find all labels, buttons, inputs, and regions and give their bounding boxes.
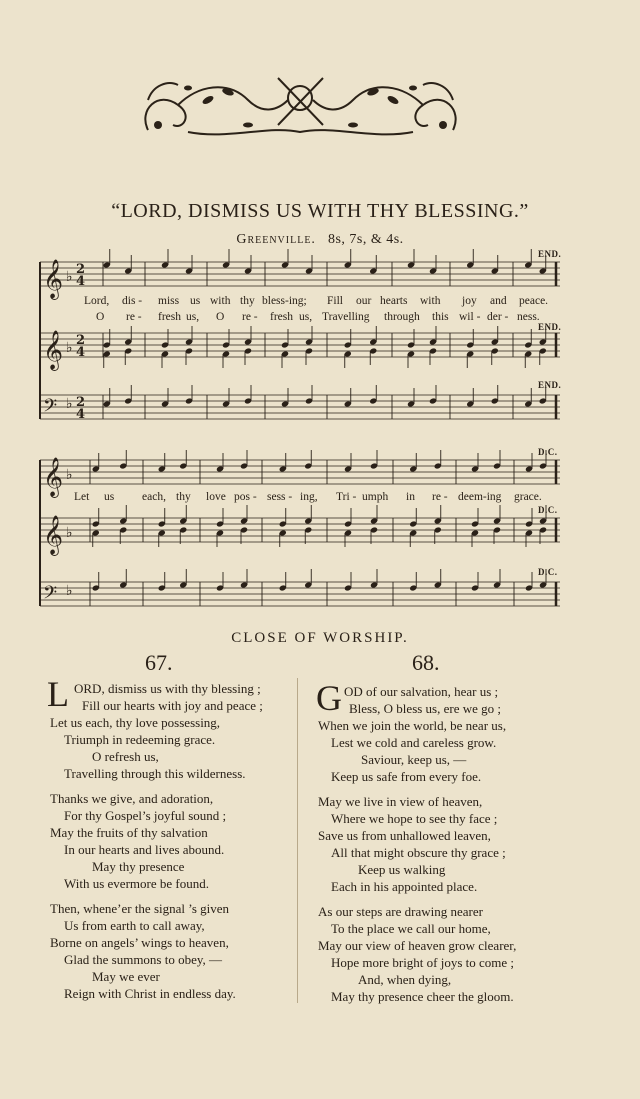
- time-signature-top: 2: [76, 262, 86, 277]
- lyric-word: joy: [462, 295, 477, 307]
- time-signature-top: 2: [76, 333, 86, 348]
- lyric-word: with: [420, 295, 441, 307]
- hymn-line: Us from earth to call away,: [64, 918, 205, 933]
- hymn-line: Let us each, thy love possessing,: [50, 715, 221, 730]
- lyric-word: miss: [158, 295, 180, 307]
- end-mark-alto: END.: [538, 322, 562, 332]
- lyric-word: re -: [126, 311, 142, 323]
- hymn-line: When we join the world, be near us,: [318, 718, 507, 733]
- hymn-line: May we live in view of heaven,: [318, 794, 483, 809]
- lyric-word: deem-ing: [458, 491, 502, 503]
- flat-icon: ♭: [66, 396, 73, 412]
- lyric-word: in: [406, 491, 415, 503]
- drop-cap: L: [47, 674, 69, 714]
- hymn-line: All that might obscure thy grace ;: [331, 845, 506, 860]
- lyric-word: O: [96, 311, 105, 323]
- lyric-word: wil -: [459, 311, 481, 323]
- lyric-word: Travelling: [322, 311, 370, 323]
- time-signature-bottom: 4: [76, 345, 86, 360]
- end-mark-treble: END.: [538, 249, 562, 259]
- flat-icon: ♭: [66, 340, 73, 356]
- bass-clef-icon: 𝄢: [43, 583, 58, 608]
- hymn-line: May we ever: [92, 969, 160, 984]
- hymn-line: Lest we cold and careless grow.: [331, 735, 497, 750]
- treble-clef-icon: 𝄞: [43, 515, 64, 555]
- lyric-word: bless-ing;: [262, 295, 307, 307]
- hymn-line: Where we hope to see thy face ;: [331, 811, 498, 826]
- treble-clef-icon: 𝄞: [43, 330, 64, 370]
- hymn-line: Travelling through this wilderness.: [64, 766, 246, 781]
- lyric-word: ness.: [517, 311, 540, 323]
- hymn-line: May thy presence: [92, 859, 185, 874]
- dc-mark-bass: D.C.: [538, 567, 558, 577]
- lyric-word: us,: [186, 311, 200, 323]
- lyric-word: der -: [487, 311, 509, 323]
- hymn-line: O refresh us,: [92, 749, 159, 764]
- lyric-word: O: [216, 311, 225, 323]
- hymn-line: Saviour, keep us, —: [361, 752, 467, 767]
- hymn-line: As our steps are drawing nearer: [318, 904, 483, 919]
- bass-clef-icon: 𝄢: [43, 396, 58, 421]
- hymn-title: “LORD, DISMISS US WITH THY BLESSING.”: [111, 200, 529, 222]
- hymn-line: Keep us walking: [358, 862, 446, 877]
- hymn-line: And, when dying,: [358, 972, 452, 987]
- lyric-word: umph: [362, 491, 389, 503]
- lyric-word: us: [190, 295, 201, 307]
- lyric-word: Tri -: [336, 491, 357, 503]
- time-signature-bottom: 4: [76, 274, 86, 289]
- hymn-line: Glad the summons to obey, —: [64, 952, 223, 967]
- lyric-word: us: [104, 491, 115, 503]
- lyric-word: our: [356, 295, 372, 307]
- lyric-word: thy: [176, 491, 191, 503]
- hymn-line: OD of our salvation, hear us ;: [344, 684, 499, 699]
- lyric-word: peace.: [519, 295, 549, 307]
- lyric-word: thy: [240, 295, 255, 307]
- tune-name: Greenville.: [236, 232, 316, 247]
- hymn-line: In our hearts and lives abound.: [64, 842, 225, 857]
- hymn-line: Hope more bright of joys to come ;: [331, 955, 515, 970]
- lyric-word: through: [384, 311, 420, 323]
- column-divider: [297, 678, 298, 1003]
- hymn-line: With us evermore be found.: [64, 876, 209, 891]
- hymn-line: May our view of heaven grow clearer,: [318, 938, 517, 953]
- tune-meter: 8s, 7s, & 4s.: [327, 232, 404, 247]
- hymn-line: Save us from unhallowed leaven,: [318, 828, 491, 843]
- time-signature-bottom: 4: [76, 407, 86, 422]
- hymn-line: Then, whene’er the signal ’s given: [50, 901, 230, 916]
- flat-icon: ♭: [66, 525, 73, 541]
- time-signature-top: 2: [76, 395, 86, 410]
- hymn-line: Bless, O bless us, ere we go ;: [349, 701, 502, 716]
- treble-clef-icon: 𝄞: [43, 457, 64, 497]
- hymn-line: Borne on angels’ wings to heaven,: [50, 935, 229, 950]
- lyric-word: with: [210, 295, 231, 307]
- lyric-word: hearts: [380, 295, 408, 307]
- lyric-word: re -: [242, 311, 258, 323]
- lyric-word: Let: [74, 491, 90, 503]
- tune-line: [0, 232, 640, 248]
- treble-clef-icon: 𝄞: [43, 259, 64, 299]
- dc-mark-alto: D.C.: [538, 505, 558, 515]
- hymn-line: May the fruits of thy salvation: [50, 825, 208, 840]
- hymn-line: For thy Gospel’s joyful sound ;: [64, 808, 227, 823]
- lyric-word: this: [432, 311, 449, 323]
- lyric-word: re -: [432, 491, 448, 503]
- dc-mark-treble: D.C.: [538, 447, 558, 457]
- hymn-line: To the place we call our home,: [331, 921, 491, 936]
- lyric-word: fresh: [270, 311, 293, 323]
- drop-cap: G: [316, 678, 342, 718]
- hymn-line: Thanks we give, and adoration,: [50, 791, 214, 806]
- hymn-line: May thy presence cheer the gloom.: [331, 989, 514, 1004]
- lyric-word: ing,: [300, 491, 318, 503]
- hymn-line: Triumph in redeeming grace.: [64, 732, 216, 747]
- lyric-word: fresh: [158, 311, 181, 323]
- flat-icon: ♭: [66, 583, 73, 599]
- hymn-line: Each in his appointed place.: [331, 879, 478, 894]
- hymn-line: ORD, dismiss us with thy blessing ;: [74, 681, 261, 696]
- lyric-word: pos -: [234, 491, 257, 503]
- lyric-word: dis -: [122, 295, 143, 307]
- flat-icon: ♭: [66, 269, 73, 285]
- flat-icon: ♭: [66, 467, 73, 483]
- hymn-number: 67.: [145, 650, 173, 675]
- section-title: CLOSE OF WORSHIP.: [231, 630, 409, 646]
- end-mark-bass: END.: [538, 380, 562, 390]
- decorative-ornament: [128, 70, 473, 150]
- lyric-word: sess -: [267, 491, 293, 503]
- lyric-word: Lord,: [84, 295, 110, 307]
- lyric-word: grace.: [514, 491, 542, 503]
- hymn-number: 68.: [412, 650, 440, 675]
- hymn-line: Fill our hearts with joy and peace ;: [82, 698, 263, 713]
- hymn-line: Reign with Christ in endless day.: [64, 986, 236, 1001]
- lyric-word: each,: [142, 491, 166, 503]
- lyric-word: love: [206, 491, 226, 503]
- lyric-word: us,: [299, 311, 313, 323]
- lyric-word: and: [490, 295, 507, 307]
- lyric-word: Fill: [327, 295, 343, 307]
- hymn-line: Keep us safe from every foe.: [331, 769, 482, 784]
